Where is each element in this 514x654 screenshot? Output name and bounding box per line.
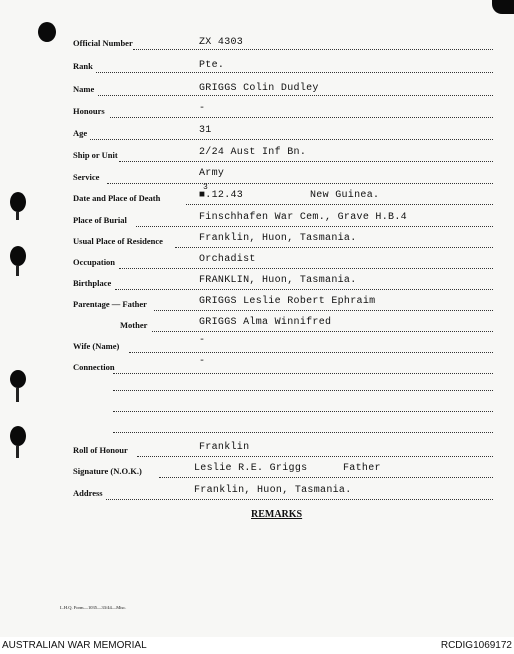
connection-blank-line	[113, 411, 493, 412]
dotted-leader	[110, 117, 493, 118]
archive-name: AUSTRALIAN WAR MEMORIAL	[2, 640, 147, 651]
field-label: Wife (Name)	[73, 341, 120, 351]
field-value: FRANKLIN, Huon, Tasmania.	[199, 275, 357, 286]
field-label: Signature (N.O.K.)	[73, 466, 142, 476]
field-label: Connection	[73, 362, 115, 372]
dotted-leader	[98, 95, 493, 96]
field-value-extra: New Guinea.	[310, 190, 380, 201]
connection-blank-line	[113, 432, 493, 433]
dotted-leader	[106, 499, 493, 500]
field-value-extra: Father	[343, 463, 381, 474]
field-value: 31	[199, 125, 212, 136]
field-label: Occupation	[73, 257, 116, 267]
dotted-leader	[136, 226, 493, 227]
punch-hole-lower	[10, 370, 26, 388]
field-label: Name	[73, 84, 95, 94]
field-label: Honours	[73, 106, 105, 116]
field-value: Franklin, Huon, Tasmania.	[199, 233, 357, 244]
field-label: Official Number	[73, 38, 133, 48]
dotted-leader	[113, 373, 493, 374]
field-value: Pte.	[199, 60, 225, 71]
corner-smudge	[492, 0, 514, 14]
dotted-leader	[90, 139, 493, 140]
field-value: GRIGGS Leslie Robert Ephraim	[199, 296, 376, 307]
field-label: Ship or Unit	[73, 150, 118, 160]
tear-mark-4	[16, 446, 19, 458]
remarks-heading: REMARKS	[251, 509, 303, 520]
dotted-leader	[159, 477, 493, 478]
dotted-leader	[119, 268, 493, 269]
dotted-leader	[137, 456, 493, 457]
field-value: -	[199, 356, 206, 367]
field-label: Parentage — Father	[73, 299, 147, 309]
tear-mark-2	[16, 266, 19, 276]
dotted-leader	[154, 310, 493, 311]
field-value: -	[199, 335, 206, 346]
punch-hole-bottom	[10, 426, 26, 446]
field-value: 2/24 Aust Inf Bn.	[199, 147, 307, 158]
dotted-leader	[96, 72, 493, 73]
field-value: ZX 4303	[199, 37, 244, 48]
field-label: Service	[73, 172, 100, 182]
tear-mark-1	[16, 212, 19, 220]
punch-hole-upper	[10, 192, 26, 212]
field-label: Age	[73, 128, 88, 138]
field-label: Roll of Honour	[73, 445, 128, 455]
field-label: Address	[73, 488, 103, 498]
field-value: Franklin, Huon, Tasmania.	[194, 485, 352, 496]
handwritten-correction: 3	[203, 183, 208, 192]
punch-hole-top	[38, 22, 56, 42]
dotted-leader	[175, 247, 493, 248]
field-label: Rank	[73, 61, 93, 71]
dotted-leader	[129, 352, 493, 353]
field-value: ■.12.43	[199, 190, 244, 201]
field-label: Birthplace	[73, 278, 112, 288]
field-value: Leslie R.E. Griggs	[194, 463, 308, 474]
dotted-leader	[186, 204, 493, 205]
dotted-leader	[115, 289, 493, 290]
archive-footer	[0, 637, 514, 654]
connection-blank-line	[113, 390, 493, 391]
field-value: -	[199, 103, 206, 114]
field-label: Date and Place of Death	[73, 193, 161, 203]
field-value: Orchadist	[199, 254, 256, 265]
field-value: Franklin	[199, 442, 250, 453]
field-value: Finschhafen War Cem., Grave H.B.4	[199, 212, 407, 223]
printer-imprint: L.H.Q. Form—1035—33/44—Misc.	[60, 605, 127, 610]
tear-mark-3	[16, 388, 19, 402]
dotted-leader	[152, 331, 493, 332]
field-label: Usual Place of Residence	[73, 236, 163, 246]
punch-hole-middle	[10, 246, 26, 266]
field-value: Army	[199, 168, 225, 179]
field-value: GRIGGS Alma Winnifred	[199, 317, 332, 328]
dotted-leader	[107, 183, 493, 184]
field-label: Mother	[120, 320, 148, 330]
dotted-leader	[133, 49, 493, 50]
dotted-leader	[119, 161, 493, 162]
record-id: RCDIG1069172	[440, 640, 512, 651]
field-label: Place of Burial	[73, 215, 127, 225]
field-value: GRIGGS Colin Dudley	[199, 83, 319, 94]
